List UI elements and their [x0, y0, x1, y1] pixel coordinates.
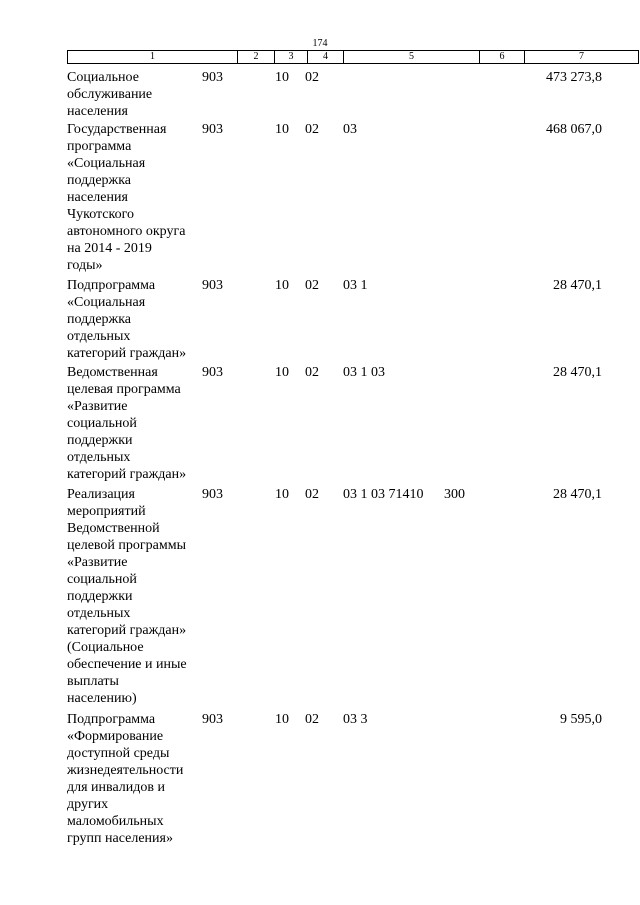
row-amount: 473 273,8 [546, 70, 602, 85]
column-header: 7 [525, 51, 639, 64]
column-header: 3 [275, 51, 308, 64]
row-code-2: 903 [202, 365, 223, 380]
row-amount: 28 470,1 [553, 365, 602, 380]
page-number: 174 [312, 38, 328, 49]
table-row [0, 69, 640, 121]
row-code-2: 903 [202, 122, 223, 137]
row-code-4: 02 [305, 278, 319, 293]
row-code-2: 903 [202, 712, 223, 727]
row-code-4: 02 [305, 487, 319, 502]
row-name: Реализация мероприятий Ведомственной целевой программы «Развитие социальной поддержки отдельных категорий граждан» (Социальное обеспечение и иные выплаты населению) [67, 487, 187, 706]
row-code-3: 10 [275, 487, 289, 502]
column-header: 1 [68, 51, 238, 64]
row-amount: 9 595,0 [560, 712, 602, 727]
row-name: Подпрограмма «Формирование доступной среды жизнедеятельности для инвалидов и других маломобильных групп населения» [67, 712, 184, 846]
row-code-4: 02 [305, 712, 319, 727]
row-code-5: 03 1 [343, 278, 368, 293]
table-row [0, 364, 640, 486]
row-code-2: 903 [202, 487, 223, 502]
row-code-5: 03 1 03 [343, 365, 385, 380]
row-name: Ведомственная целевая программа «Развитие социальной поддержки отдельных категорий граждан» [67, 365, 187, 482]
table-row [0, 711, 640, 851]
row-code-2: 903 [202, 278, 223, 293]
row-code-5: 03 3 [343, 712, 368, 727]
budget-table-body [0, 69, 640, 851]
row-code-3: 10 [275, 365, 289, 380]
row-name: Подпрограмма «Социальная поддержка отдельных категорий граждан» [67, 278, 187, 361]
column-header: 2 [238, 51, 275, 64]
row-name: Социальное обслуживание населения [67, 70, 153, 119]
table-row [0, 121, 640, 277]
row-amount: 28 470,1 [553, 278, 602, 293]
row-code-5: 03 1 03 71410 [343, 487, 424, 502]
column-header: 6 [480, 51, 525, 64]
row-code-4: 02 [305, 70, 319, 85]
row-amount: 468 067,0 [546, 122, 602, 137]
row-code-3: 10 [275, 712, 289, 727]
column-header: 4 [308, 51, 344, 64]
row-code-4: 02 [305, 122, 319, 137]
row-code-6: 300 [444, 487, 465, 502]
row-amount: 28 470,1 [553, 487, 602, 502]
row-code-5: 03 [343, 122, 357, 137]
table-row [0, 277, 640, 364]
row-code-2: 903 [202, 70, 223, 85]
row-code-3: 10 [275, 278, 289, 293]
table-row [0, 486, 640, 711]
column-header: 5 [344, 51, 480, 64]
row-code-3: 10 [275, 70, 289, 85]
column-header-table [67, 50, 639, 64]
row-code-3: 10 [275, 122, 289, 137]
row-name: Государственная программа «Социальная поддержка населения Чукотского автономного округа на 2014 - 2019 годы» [67, 122, 186, 273]
row-code-4: 02 [305, 365, 319, 380]
